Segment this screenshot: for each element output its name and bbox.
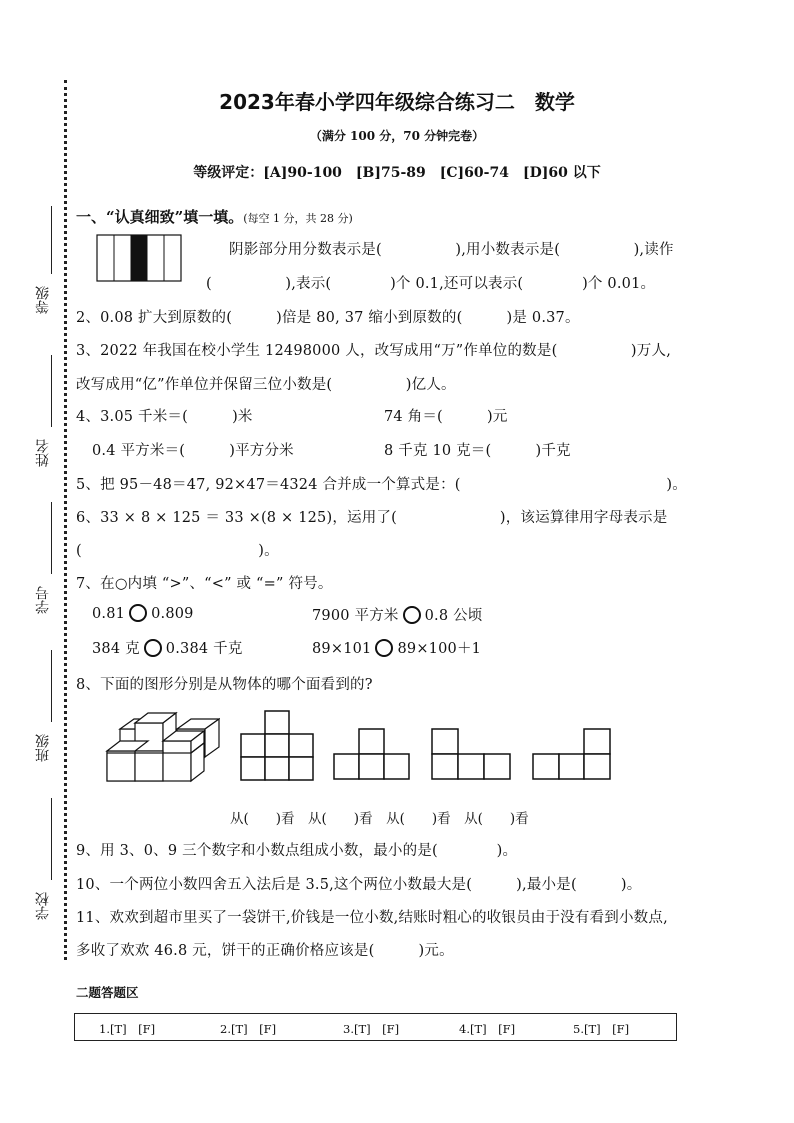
compare-circle[interactable] (144, 639, 162, 657)
side-field-student-id: 学号 (26, 502, 66, 614)
q4-d: 8 千克 10 克＝( )千克 (384, 443, 571, 459)
grade-scale: 等级评定：[A]90-100 [B]75-89 [C]60-74 [D]60 以下 (193, 165, 601, 181)
side-field-grade: 等级 (26, 206, 66, 314)
q7-compare-d: 89×101 89×100＋1 (312, 641, 482, 657)
q5: 5、把 95－48＝47, 92×47＝4324 合并成一个算式是：( )。 (76, 477, 687, 493)
q2: 2、0.08 扩大到原数的( )倍是 80, 37 缩小到原数的( )是 0.37。 (76, 310, 580, 326)
q4-a: 4、3.05 千米＝( )米 (76, 409, 253, 425)
q6-line2: ( )。 (76, 543, 279, 559)
q7-compare-c: 384 克 0.384 千克 (92, 641, 243, 657)
compare-circle[interactable] (129, 604, 147, 622)
q4-b: 74 角＝( )元 (384, 409, 508, 425)
q7-compare-b: 7900 平方米 0.8 公顷 (312, 608, 483, 624)
answer-choice-5[interactable]: 5.[T] [F] (573, 1022, 630, 1036)
section-1-heading: 一、“认真细致”填一填。(每空 1 分，共 28 分) (76, 208, 353, 226)
q1-line1: 阴影部分用分数表示是( ),用小数表示是( ),读作 (229, 242, 674, 258)
side-field-name: 姓名 (26, 355, 66, 467)
q8-answer-line: 从( )看 从( )看 从( )看 从( )看 (230, 811, 529, 827)
page-title: 2023年春小学四年级综合练习二 数学 (219, 90, 575, 114)
answer-choice-2[interactable]: 2.[T] [F] (220, 1022, 277, 1036)
q3-line1: 3、2022 年我国在校小学生 12498000 人，改写成用“万”作单位的数是( )万人, (76, 343, 672, 359)
view-figure-1 (240, 710, 314, 782)
view-figure-2 (333, 728, 411, 782)
side-field-school: 学校 (26, 798, 66, 920)
answer-choice-3[interactable]: 3.[T] [F] (343, 1022, 400, 1036)
q1-line2: ( ),表示( )个 0.1,还可以表示( )个 0.01。 (206, 276, 656, 292)
compare-circle[interactable] (403, 606, 421, 624)
shaded-part (131, 235, 147, 281)
answer-area-label: 二题答题区 (76, 985, 139, 1000)
q6-line1: 6、33 × 8 × 125 ＝ 33 ×(8 × 125)，运用了( )，该运算律用字母表示是 (76, 510, 668, 526)
q7-compare-a: 0.81 0.809 (92, 606, 194, 622)
q10: 10、一个两位小数四舍五入法后是 3.5,这个两位小数最大是( ),最小是( )。 (76, 877, 642, 893)
q11-line1: 11、欢欢到超市里买了一袋饼干,价钱是一位小数,结账时粗心的收银员由于没有看到小数点, (76, 910, 668, 926)
view-figure-3 (431, 728, 513, 782)
q3-line2: 改写成用“亿”作单位并保留三位小数是( )亿人。 (76, 377, 456, 393)
view-figure-4 (532, 728, 612, 782)
answer-area-box (74, 1013, 677, 1041)
compare-circle[interactable] (375, 639, 393, 657)
q9: 9、用 3、0、9 三个数字和小数点组成小数，最小的是( )。 (76, 843, 518, 859)
fraction-strip-figure (96, 234, 182, 282)
exam-subtitle: （满分 100 分，70 分钟完卷） (309, 129, 485, 143)
side-field-class: 班级 (26, 650, 66, 762)
answer-choice-1[interactable]: 1.[T] [F] (99, 1022, 156, 1036)
cube-stack-figure (100, 708, 220, 788)
q7-title: 7、在○内填 “>”、“<” 或 “=” 符号。 (76, 576, 333, 592)
answer-choice-4[interactable]: 4.[T] [F] (459, 1022, 516, 1036)
q8-title: 8、下面的图形分别是从物体的哪个面看到的? (76, 677, 373, 693)
q4-c: 0.4 平方米＝( )平方分米 (92, 443, 294, 459)
q11-line2: 多收了欢欢 46.8 元，饼干的正确价格应该是( )元。 (76, 943, 454, 959)
